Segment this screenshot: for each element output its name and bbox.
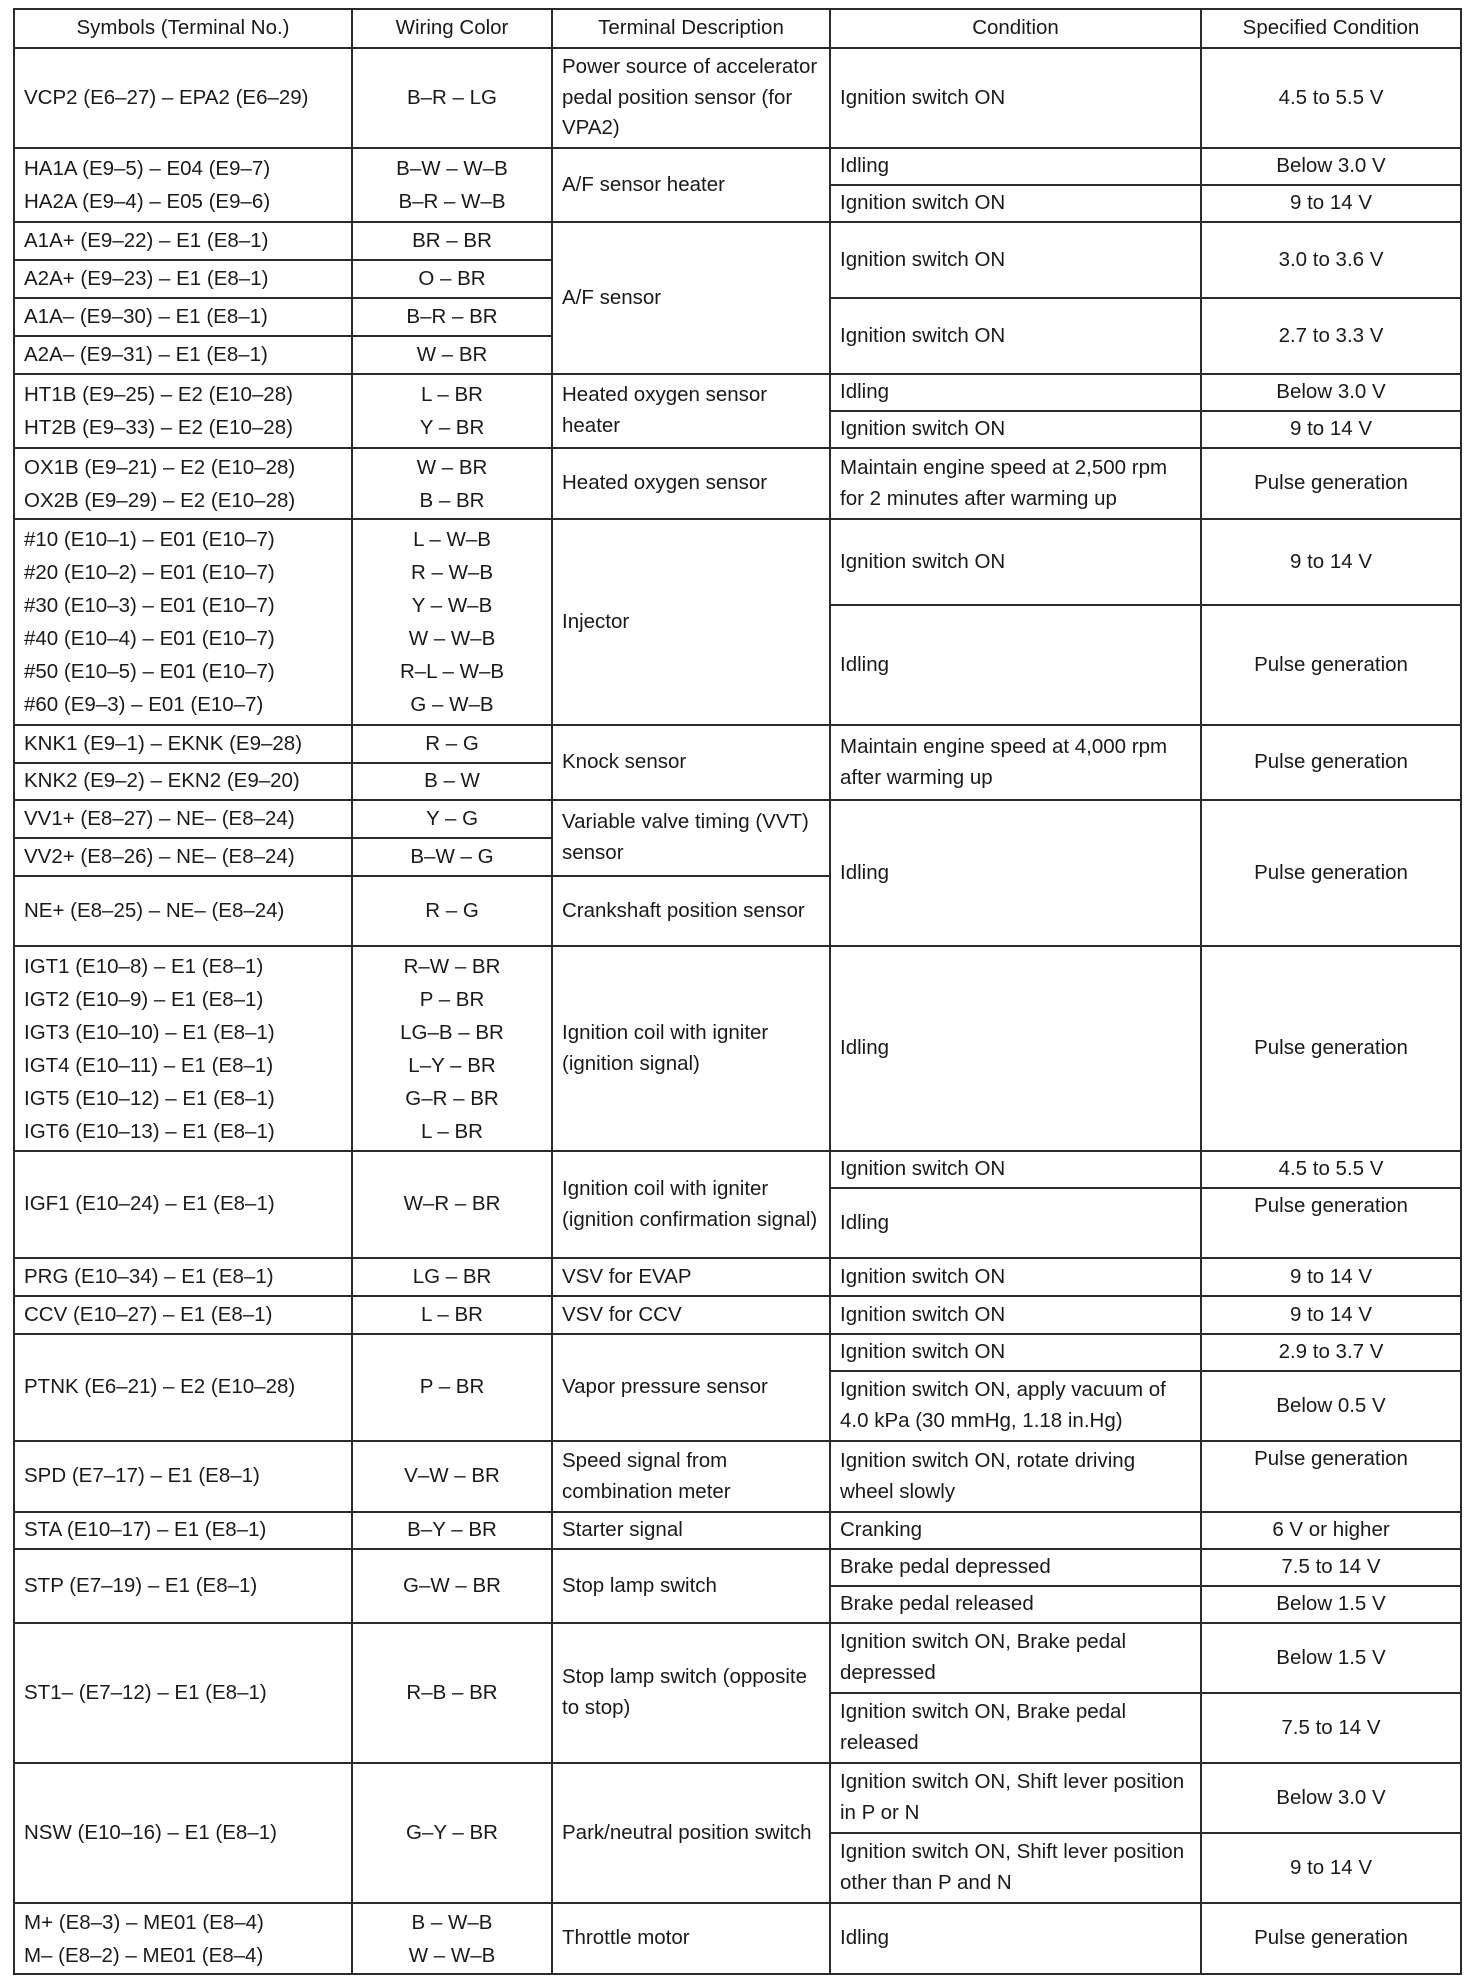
specified-condition: Pulse generation xyxy=(1201,946,1461,1151)
terminal-symbol: NE+ (E8–25) – NE– (E8–24) xyxy=(14,876,352,946)
table-row xyxy=(14,1763,1461,1833)
specified-condition: Pulse generation xyxy=(1201,800,1461,946)
wiring-color: P – BR xyxy=(352,1334,552,1441)
terminal-description: VSV for EVAP xyxy=(552,1258,830,1296)
terminal-description: A/F sensor heater xyxy=(552,148,830,222)
table-row xyxy=(14,1151,1461,1188)
terminal-symbol: HA2A (E9–4) – E05 (E9–6) xyxy=(24,190,271,213)
terminal-symbol: NSW (E10–16) – E1 (E8–1) xyxy=(14,1763,352,1903)
table-row xyxy=(14,374,1461,411)
wiring-color: Y – BR xyxy=(419,416,485,439)
table-row xyxy=(14,1441,1461,1512)
condition: Idling xyxy=(830,1188,1201,1258)
condition: Ignition switch ON, Brake pedal depressed xyxy=(830,1623,1201,1693)
table-row xyxy=(14,1512,1461,1549)
terminal-symbol: CCV (E10–27) – E1 (E8–1) xyxy=(14,1296,352,1334)
condition: Idling xyxy=(830,374,1201,411)
table-row xyxy=(14,800,1461,838)
wiring-color: B – W xyxy=(352,763,552,800)
wiring-color: R–B – BR xyxy=(352,1623,552,1763)
specified-condition: 2.7 to 3.3 V xyxy=(1201,298,1461,374)
wiring-color-group xyxy=(352,374,552,448)
condition: Ignition switch ON, Shift lever position other than P and N xyxy=(830,1833,1201,1903)
terminal-symbol: IGT4 (E10–11) – E1 (E8–1) xyxy=(24,1053,274,1077)
terminal-symbol: A1A– (E9–30) – E1 (E8–1) xyxy=(14,298,352,336)
wiring-color-group xyxy=(352,148,552,222)
wiring-color: W – W–B xyxy=(408,627,496,650)
wiring-color: B–R – LG xyxy=(352,48,552,148)
condition: Idling xyxy=(830,1903,1201,1974)
table-row xyxy=(14,946,1461,1151)
wiring-color: G–R – BR xyxy=(405,1086,499,1110)
wiring-color-group xyxy=(352,946,552,1151)
specified-condition: Below 3.0 V xyxy=(1201,148,1461,185)
header-wiring-color: Wiring Color xyxy=(352,9,552,48)
wiring-color: BR – BR xyxy=(352,222,552,260)
wiring-color: G – W–B xyxy=(410,693,494,716)
terminal-description: Speed signal from combination meter xyxy=(552,1441,830,1512)
wiring-color: P – BR xyxy=(419,987,485,1011)
table-row xyxy=(14,222,1461,260)
terminal-description: Throttle motor xyxy=(552,1903,830,1974)
terminal-symbol: A1A+ (E9–22) – E1 (E8–1) xyxy=(14,222,352,260)
specified-condition: Below 0.5 V xyxy=(1201,1371,1461,1441)
condition: Ignition switch ON, apply vacuum of 4.0 kPa (30 mmHg, 1.18 in.Hg) xyxy=(830,1371,1201,1441)
wiring-color: L – BR xyxy=(421,1119,483,1143)
wiring-color: W–R – BR xyxy=(352,1151,552,1258)
wiring-color: Y – W–B xyxy=(411,594,493,617)
terminal-symbol: STA (E10–17) – E1 (E8–1) xyxy=(14,1512,352,1549)
wiring-color: R – G xyxy=(352,725,552,763)
table-row xyxy=(14,1549,1461,1586)
specified-condition: 7.5 to 14 V xyxy=(1201,1693,1461,1763)
wiring-color: LG–B – BR xyxy=(400,1020,504,1044)
terminal-symbol: VCP2 (E6–27) – EPA2 (E6–29) xyxy=(14,48,352,148)
terminal-symbol: PRG (E10–34) – E1 (E8–1) xyxy=(14,1258,352,1296)
terminal-spec-table xyxy=(13,8,1462,1975)
condition: Ignition switch ON, Shift lever position in P or N xyxy=(830,1763,1201,1833)
wiring-color-group xyxy=(352,519,552,725)
specified-condition: 9 to 14 V xyxy=(1201,185,1461,222)
terminal-description: Stop lamp switch xyxy=(552,1549,830,1623)
terminal-description: Park/neutral position switch xyxy=(552,1763,830,1903)
condition: Ignition switch ON xyxy=(830,48,1201,148)
terminal-symbol: #60 (E9–3) – E01 (E10–7) xyxy=(24,693,264,716)
terminal-symbol: IGT2 (E10–9) – E1 (E8–1) xyxy=(24,987,264,1011)
terminal-spec-table-container xyxy=(13,8,1460,1975)
terminal-description: Injector xyxy=(552,519,830,725)
terminal-symbol: #40 (E10–4) – E01 (E10–7) xyxy=(24,627,275,650)
condition: Idling xyxy=(830,148,1201,185)
condition: Ignition switch ON xyxy=(830,298,1201,374)
condition: Maintain engine speed at 2,500 rpm for 2 minutes after warming up xyxy=(830,448,1201,519)
wiring-color: Y – G xyxy=(352,800,552,838)
specified-condition: 9 to 14 V xyxy=(1201,1258,1461,1296)
wiring-color: B–R – W–B xyxy=(398,190,506,213)
table-row xyxy=(14,448,1461,519)
terminal-symbol: IGT6 (E10–13) – E1 (E8–1) xyxy=(24,1119,275,1143)
terminal-symbol: OX1B (E9–21) – E2 (E10–28) xyxy=(24,455,296,479)
wiring-color: B–Y – BR xyxy=(352,1512,552,1549)
specified-condition: 9 to 14 V xyxy=(1201,411,1461,448)
wiring-color: W – W–B xyxy=(408,1943,496,1967)
condition: Idling xyxy=(830,946,1201,1151)
wiring-color: R–W – BR xyxy=(403,954,501,978)
condition: Idling xyxy=(830,605,1201,725)
terminal-symbol-group xyxy=(14,448,352,519)
wiring-color-group xyxy=(352,1903,552,1974)
terminal-description: Crankshaft position sensor xyxy=(552,876,830,946)
specified-condition: 4.5 to 5.5 V xyxy=(1201,48,1461,148)
terminal-description: Ignition coil with igniter (ignition confirmation signal) xyxy=(552,1151,830,1258)
wiring-color: L–Y – BR xyxy=(408,1053,496,1077)
specified-condition: Below 1.5 V xyxy=(1201,1586,1461,1623)
wiring-color: B–W – W–B xyxy=(396,157,508,180)
condition: Ignition switch ON xyxy=(830,1258,1201,1296)
terminal-symbol: IGF1 (E10–24) – E1 (E8–1) xyxy=(14,1151,352,1258)
wiring-color: B–W – G xyxy=(352,838,552,876)
specified-condition: 2.9 to 3.7 V xyxy=(1201,1334,1461,1371)
terminal-symbol: IGT3 (E10–10) – E1 (E8–1) xyxy=(24,1020,275,1044)
terminal-symbol: M+ (E8–3) – ME01 (E8–4) xyxy=(24,1910,264,1934)
wiring-color: G–W – BR xyxy=(352,1549,552,1623)
specified-condition: 4.5 to 5.5 V xyxy=(1201,1151,1461,1188)
terminal-symbol: OX2B (E9–29) – E2 (E10–28) xyxy=(24,488,296,512)
terminal-symbol: IGT5 (E10–12) – E1 (E8–1) xyxy=(24,1086,275,1110)
condition: Ignition switch ON xyxy=(830,411,1201,448)
condition: Maintain engine speed at 4,000 rpm after warming up xyxy=(830,725,1201,800)
wiring-color-group xyxy=(352,448,552,519)
terminal-symbol-group xyxy=(14,374,352,448)
specified-condition: 7.5 to 14 V xyxy=(1201,1549,1461,1586)
terminal-symbol: KNK2 (E9–2) – EKN2 (E9–20) xyxy=(14,763,352,800)
header-row xyxy=(14,9,1461,48)
table-row xyxy=(14,1903,1461,1974)
terminal-description: Stop lamp switch (opposite to stop) xyxy=(552,1623,830,1763)
header-symbols: Symbols (Terminal No.) xyxy=(14,9,352,48)
condition: Ignition switch ON xyxy=(830,519,1201,605)
condition: Ignition switch ON xyxy=(830,222,1201,298)
condition: Ignition switch ON xyxy=(830,1296,1201,1334)
terminal-symbol: HT1B (E9–25) – E2 (E10–28) xyxy=(24,383,293,406)
condition: Brake pedal depressed xyxy=(830,1549,1201,1586)
wiring-color: O – BR xyxy=(352,260,552,298)
wiring-color: W – BR xyxy=(352,336,552,374)
table-row xyxy=(14,1296,1461,1334)
terminal-symbol: KNK1 (E9–1) – EKNK (E9–28) xyxy=(14,725,352,763)
table-row xyxy=(14,725,1461,763)
condition: Ignition switch ON xyxy=(830,185,1201,222)
wiring-color: B – BR xyxy=(419,488,485,512)
specified-condition: 3.0 to 3.6 V xyxy=(1201,222,1461,298)
terminal-description: Ignition coil with igniter (ignition signal) xyxy=(552,946,830,1151)
terminal-description: Heated oxygen sensor xyxy=(552,448,830,519)
header-specified-condition: Specified Condition xyxy=(1201,9,1461,48)
condition: Ignition switch ON xyxy=(830,1151,1201,1188)
specified-condition: Pulse generation xyxy=(1201,1903,1461,1974)
terminal-symbol: PTNK (E6–21) – E2 (E10–28) xyxy=(14,1334,352,1441)
terminal-description: VSV for CCV xyxy=(552,1296,830,1334)
wiring-color: LG – BR xyxy=(352,1258,552,1296)
condition: Ignition switch ON, rotate driving wheel slowly xyxy=(830,1441,1201,1512)
specified-condition: Below 3.0 V xyxy=(1201,1763,1461,1833)
condition: Brake pedal released xyxy=(830,1586,1201,1623)
header-terminal-description: Terminal Description xyxy=(552,9,830,48)
terminal-description: Vapor pressure sensor xyxy=(552,1334,830,1441)
specified-condition: Pulse generation xyxy=(1201,448,1461,519)
wiring-color: L – W–B xyxy=(413,528,491,551)
terminal-symbol: ST1– (E7–12) – E1 (E8–1) xyxy=(14,1623,352,1763)
wiring-color: W – BR xyxy=(416,455,488,479)
terminal-symbol-group xyxy=(14,946,352,1151)
wiring-color: L – BR xyxy=(352,1296,552,1334)
terminal-description: Variable valve timing (VVT) sensor xyxy=(552,800,830,876)
terminal-symbol: A2A+ (E9–23) – E1 (E8–1) xyxy=(14,260,352,298)
condition: Ignition switch ON, Brake pedal released xyxy=(830,1693,1201,1763)
wiring-color: G–Y – BR xyxy=(352,1763,552,1903)
specified-condition: Pulse generation xyxy=(1201,605,1461,725)
specified-condition: 9 to 14 V xyxy=(1201,1296,1461,1334)
terminal-symbol: #50 (E10–5) – E01 (E10–7) xyxy=(24,660,275,683)
specified-condition: Pulse generation xyxy=(1201,725,1461,800)
wiring-color: L – BR xyxy=(421,383,483,406)
specified-condition: Pulse generation xyxy=(1201,1188,1461,1258)
specified-condition: 9 to 14 V xyxy=(1201,1833,1461,1903)
terminal-symbol: HA1A (E9–5) – E04 (E9–7) xyxy=(24,157,271,180)
table-row xyxy=(14,1623,1461,1693)
specified-condition: 9 to 14 V xyxy=(1201,519,1461,605)
wiring-color: B–R – BR xyxy=(352,298,552,336)
specified-condition: Below 3.0 V xyxy=(1201,374,1461,411)
wiring-color: R–L – W–B xyxy=(399,660,505,683)
header-condition: Condition xyxy=(830,9,1201,48)
terminal-description: Power source of accelerator pedal position sensor (for VPA2) xyxy=(552,48,830,148)
terminal-symbol-group xyxy=(14,148,352,222)
wiring-color: V–W – BR xyxy=(352,1441,552,1512)
terminal-description: Heated oxygen sensor heater xyxy=(552,374,830,448)
terminal-symbol-group xyxy=(14,1903,352,1974)
wiring-color: R – G xyxy=(352,876,552,946)
specified-condition: 6 V or higher xyxy=(1201,1512,1461,1549)
specified-condition: Pulse generation xyxy=(1201,1441,1461,1512)
terminal-description: Starter signal xyxy=(552,1512,830,1549)
table-row xyxy=(14,148,1461,185)
condition: Cranking xyxy=(830,1512,1201,1549)
condition: Idling xyxy=(830,800,1201,946)
table-row xyxy=(14,519,1461,605)
specified-condition: Below 1.5 V xyxy=(1201,1623,1461,1693)
table-row xyxy=(14,1334,1461,1371)
wiring-color: B – W–B xyxy=(411,1910,493,1934)
terminal-symbol: #30 (E10–3) – E01 (E10–7) xyxy=(24,594,275,617)
terminal-symbol: M– (E8–2) – ME01 (E8–4) xyxy=(24,1943,264,1967)
table-row xyxy=(14,1258,1461,1296)
terminal-symbol: VV2+ (E8–26) – NE– (E8–24) xyxy=(14,838,352,876)
terminal-symbol-group xyxy=(14,519,352,725)
terminal-symbol: HT2B (E9–33) – E2 (E10–28) xyxy=(24,416,293,439)
terminal-symbol: STP (E7–19) – E1 (E8–1) xyxy=(14,1549,352,1623)
table-row xyxy=(14,48,1461,148)
terminal-symbol: SPD (E7–17) – E1 (E8–1) xyxy=(14,1441,352,1512)
terminal-description: A/F sensor xyxy=(552,222,830,374)
terminal-description: Knock sensor xyxy=(552,725,830,800)
terminal-symbol: IGT1 (E10–8) – E1 (E8–1) xyxy=(24,954,264,978)
terminal-symbol: VV1+ (E8–27) – NE– (E8–24) xyxy=(14,800,352,838)
terminal-symbol: #10 (E10–1) – E01 (E10–7) xyxy=(24,528,275,551)
terminal-symbol: #20 (E10–2) – E01 (E10–7) xyxy=(24,561,275,584)
wiring-color: R – W–B xyxy=(410,561,494,584)
condition: Ignition switch ON xyxy=(830,1334,1201,1371)
terminal-symbol: A2A– (E9–31) – E1 (E8–1) xyxy=(14,336,352,374)
